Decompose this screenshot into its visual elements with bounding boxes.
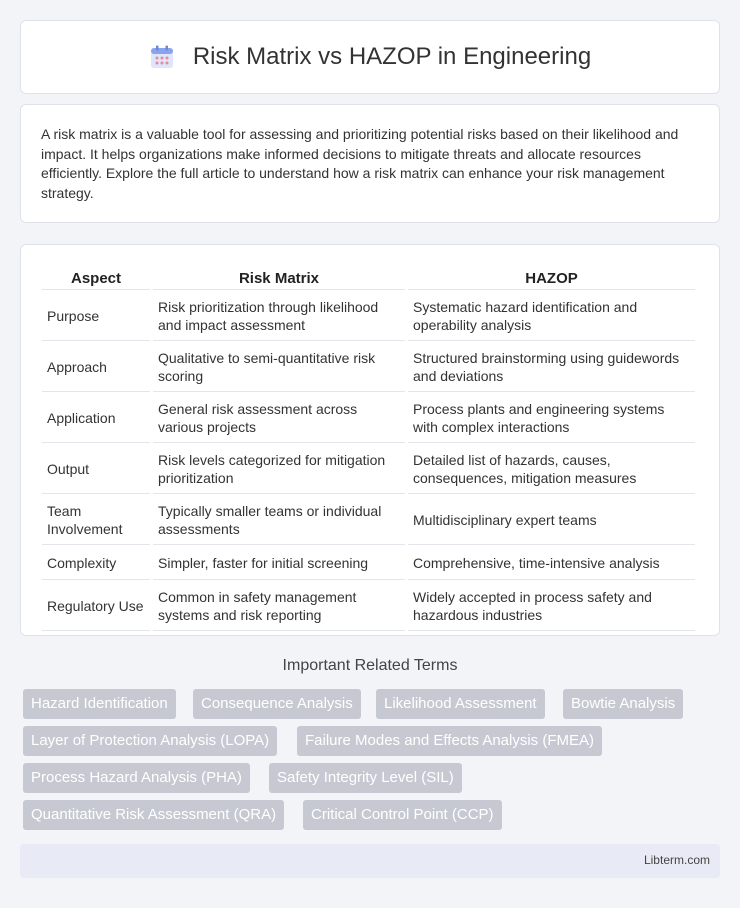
- risk-matrix-cell: Simpler, faster for initial screening: [153, 547, 405, 580]
- term-tag[interactable]: Process Hazard Analysis (PHA): [23, 763, 250, 793]
- hazop-cell: Widely accepted in process safety and hazardous industries: [408, 582, 695, 631]
- risk-matrix-cell: Typically smaller teams or individual assessments: [153, 496, 405, 545]
- aspect-cell: Output: [42, 445, 150, 494]
- table-row: [42, 445, 695, 494]
- title-wrap: [149, 43, 591, 71]
- aspect-cell: Regulatory Use: [42, 582, 150, 631]
- risk-matrix-cell: General risk assessment across various projects: [153, 394, 405, 443]
- hazop-cell: Multidisciplinary expert teams: [408, 496, 695, 545]
- table-row: [42, 547, 695, 580]
- term-tag[interactable]: Consequence Analysis: [193, 689, 361, 719]
- term-tag[interactable]: Likelihood Assessment: [376, 689, 545, 719]
- table-header-row: [42, 267, 695, 290]
- risk-matrix-cell: Risk levels categorized for mitigation prioritization: [153, 445, 405, 494]
- hazop-cell: Detailed list of hazards, causes, consequences, mitigation measures: [408, 445, 695, 494]
- table-row: [42, 582, 695, 631]
- calendar-grid-icon: [149, 44, 175, 70]
- hazop-cell: Systematic hazard identification and operability analysis: [408, 292, 695, 341]
- risk-matrix-cell: Common in safety management systems and risk reporting: [153, 582, 405, 631]
- header-aspect: Aspect: [42, 267, 150, 290]
- aspect-cell: Application: [42, 394, 150, 443]
- table-row: [42, 394, 695, 443]
- hazop-cell: Comprehensive, time-intensive analysis: [408, 547, 695, 580]
- term-tag[interactable]: Bowtie Analysis: [563, 689, 683, 719]
- header-card: [20, 20, 720, 94]
- term-tag[interactable]: Layer of Protection Analysis (LOPA): [23, 726, 277, 756]
- aspect-cell: Complexity: [42, 547, 150, 580]
- intro-card: [20, 104, 720, 223]
- comparison-table: [39, 265, 698, 633]
- intro-text: A risk matrix is a valuable tool for assessing and prioritizing potential risks based on their likelihood and impact. It helps organizations make informed decisions to mitigate threats and allocate resources efficiently. Explore the full article to understand how a risk matrix can enhance your risk management strategy.: [41, 126, 679, 201]
- term-tag[interactable]: Critical Control Point (CCP): [303, 800, 502, 830]
- page-title: Risk Matrix vs HAZOP in Engineering: [192, 43, 592, 70]
- table-row: [42, 496, 695, 545]
- aspect-cell: Team Involvement: [42, 496, 150, 545]
- related-terms-heading: Important Related Terms: [282, 657, 458, 674]
- footer-site-link[interactable]: Libterm.com: [643, 853, 710, 867]
- term-tag[interactable]: Safety Integrity Level (SIL): [269, 763, 462, 793]
- table-row: [42, 292, 695, 341]
- header-risk-matrix: Risk Matrix: [153, 267, 405, 290]
- comparison-card: [20, 244, 720, 636]
- risk-matrix-cell: Risk prioritization through likelihood and impact assessment: [153, 292, 405, 341]
- hazop-cell: Process plants and engineering systems with complex interactions: [408, 394, 695, 443]
- term-tag[interactable]: Quantitative Risk Assessment (QRA): [23, 800, 284, 830]
- term-tag[interactable]: Failure Modes and Effects Analysis (FMEA): [297, 726, 602, 756]
- table-row: [42, 343, 695, 392]
- aspect-cell: Purpose: [42, 292, 150, 341]
- footer: [20, 844, 720, 878]
- risk-matrix-cell: Qualitative to semi-quantitative risk scoring: [153, 343, 405, 392]
- header-hazop: HAZOP: [408, 267, 695, 290]
- hazop-cell: Structured brainstorming using guidewords and deviations: [408, 343, 695, 392]
- aspect-cell: Approach: [42, 343, 150, 392]
- term-tag[interactable]: Hazard Identification: [23, 689, 176, 719]
